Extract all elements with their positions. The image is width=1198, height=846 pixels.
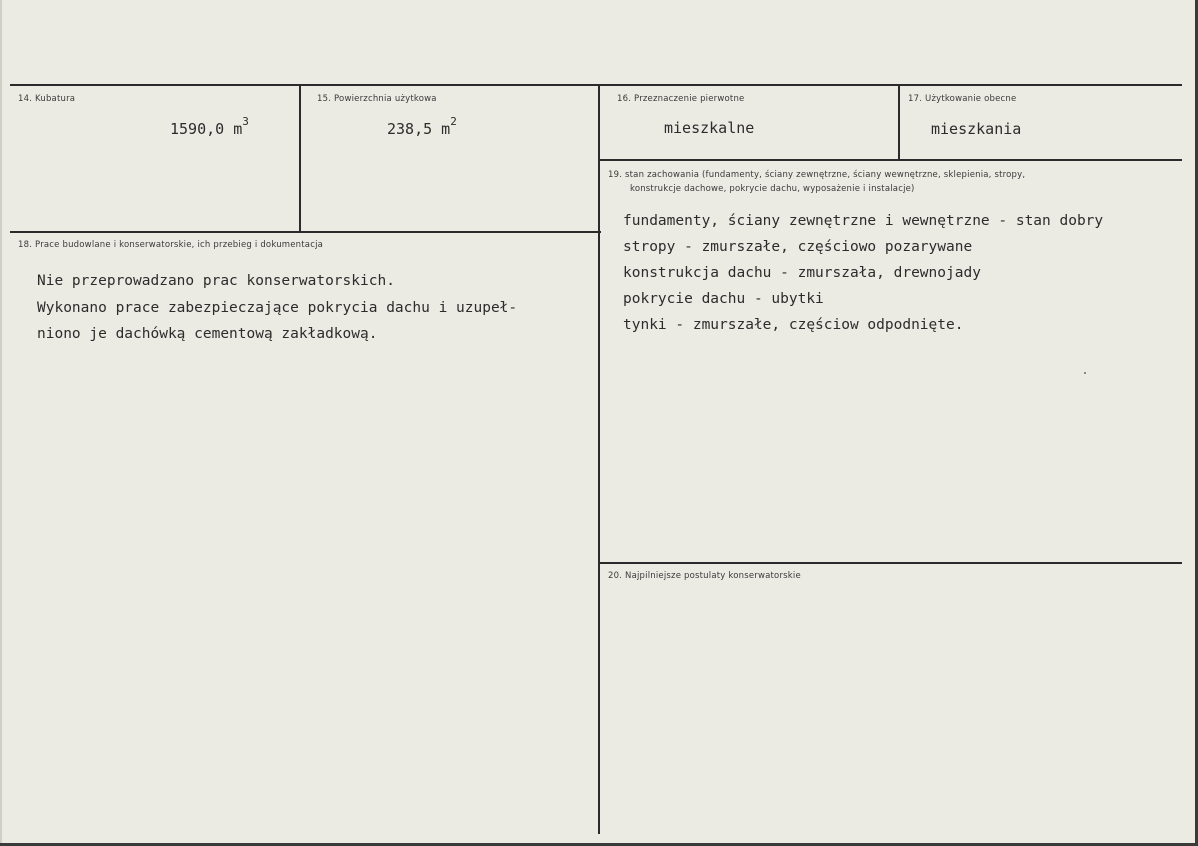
kubatura-number: 1590,0 m — [170, 120, 243, 138]
divider-16-17 — [898, 86, 900, 160]
field-19-line-1: fundamenty, ściany zewnętrzne i wewnętrzne - stan dobry — [623, 213, 1104, 229]
field-18-line-3: niono je dachówką cementową zakładkową. — [37, 326, 378, 342]
rule-under-14-15 — [10, 231, 601, 233]
paper-speck — [1084, 372, 1086, 374]
rule-under-16-17 — [599, 159, 1182, 161]
rule-above-20 — [599, 562, 1182, 564]
field-19-label — [608, 168, 1025, 196]
field-15-value — [387, 115, 457, 138]
field-17-value: mieszkania — [931, 120, 1022, 138]
field-14-value — [170, 115, 249, 138]
field-19-label-line-2: konstrukcje dachowe, pokrycie dachu, wyposażenie i instalacje) — [630, 184, 915, 194]
powierzchnia-exponent: 2 — [450, 115, 457, 128]
field-15-label: 15. Powierzchnia użytkowa — [317, 94, 437, 104]
field-19-line-2: stropy - zmurszałe, częściowo pozarywane — [623, 239, 973, 255]
powierzchnia-number: 238,5 m — [387, 120, 451, 138]
field-18-line-1: Nie przeprowadzano prac konserwatorskich. — [37, 273, 395, 289]
field-19-text — [623, 208, 1103, 338]
field-19-line-3: konstrukcja dachu - zmurszała, drewnojady — [623, 265, 981, 281]
top-rule — [10, 84, 1182, 86]
field-16-value: mieszkalne — [664, 119, 755, 137]
field-19-line-4: pokrycie dachu - ubytki — [623, 291, 824, 307]
field-19-label-line-1: 19. stan zachowania (fundamenty, ściany zewnętrzne, ściany wewnętrzne, sklepienia, stropy, — [608, 170, 1026, 180]
divider-14-15 — [299, 86, 301, 232]
field-20-label: 20. Najpilniejsze postulaty konserwatorskie — [608, 571, 801, 581]
field-18-text — [37, 268, 517, 348]
kubatura-exponent: 3 — [242, 115, 249, 128]
field-17-label: 17. Użytkowanie obecne — [908, 94, 1017, 104]
center-divider — [598, 86, 600, 834]
field-18-label: 18. Prace budowlane i konserwatorskie, ich przebieg i dokumentacja — [18, 240, 324, 250]
field-14-label: 14. Kubatura — [18, 94, 76, 104]
field-16-label: 16. Przeznaczenie pierwotne — [617, 94, 745, 104]
field-18-line-2: Wykonano prace zabezpieczające pokrycia dachu i uzupeł- — [37, 299, 518, 316]
field-19-line-5: tynki - zmurszałe, częściow odpodnięte. — [623, 317, 964, 333]
